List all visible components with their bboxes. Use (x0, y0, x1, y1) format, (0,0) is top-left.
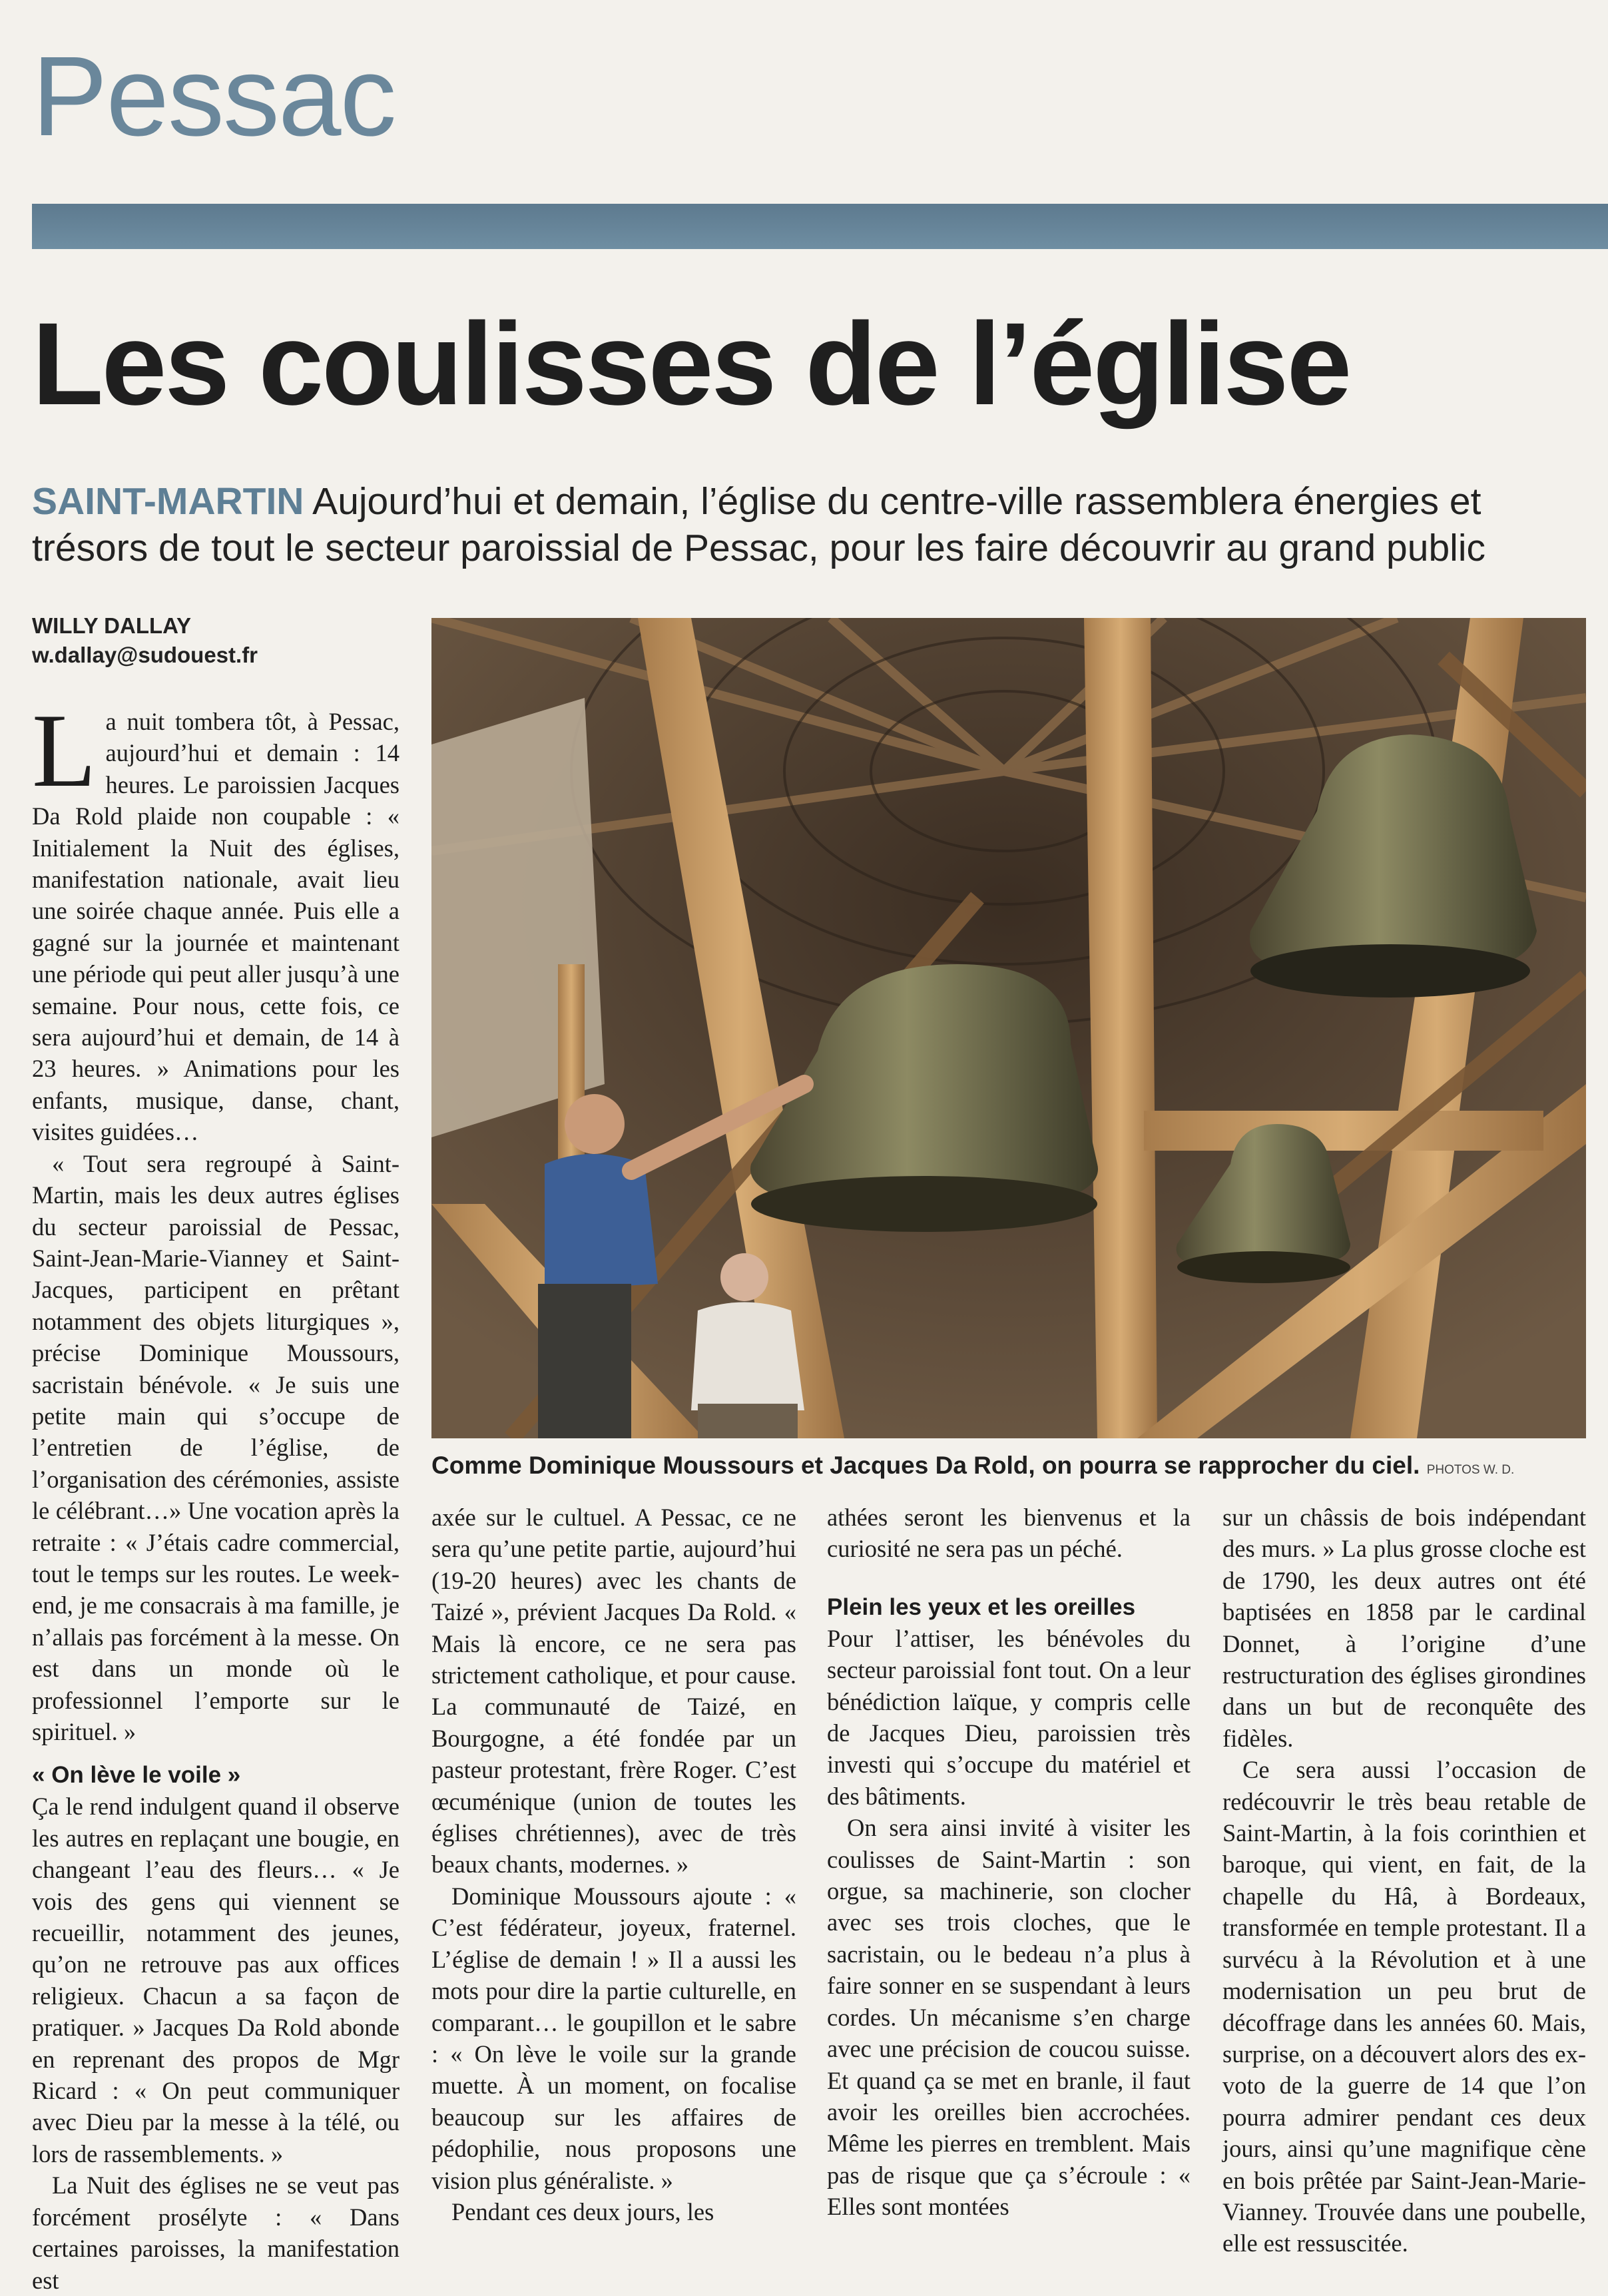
subheading: Plein les yeux et les oreilles (827, 1593, 1136, 1620)
article-paragraph: Ce sera aussi l’occasion de redécouvrir le très beau retable de Saint-Martin, à la fois corinthien et baroque, qui vient, en fait, de la chapelle du Hâ, à Bordeaux, transformée en temple protestant. Il a survécu à la Révolution et à une modernisation un peu brut de décoffrage dans les années 60. Mais, surprise, on a découvert alors des ex-voto de la guerre de 14 que l’on pourra admirer pendant ces deux jours, ainsi qu’une magnifique cène en bois prêtée par Saint-Jean-Marie-Vianney. Trouvée dans une poubelle, elle est ressuscitée. (1222, 1756, 1586, 2257)
article-paragraph: On sera ainsi invité à visiter les coulisses de Saint-Martin : son orgue, sa machinerie, son clocher avec ses trois cloches, que le sacristain, ou le bedeau n’a plus à faire sonner en se suspendant à leurs cordes. Un mécanisme s’en charge avec une précision de coucou suisse. Et quand ça se met en branle, il faut avoir les oreilles bien accrochées. Même les pierres en tremblent. Mais pas de risque que ça s’écroule : « Elles sont montées (827, 1814, 1191, 2221)
caption-text: Comme Dominique Moussours et Jacques Da Rold, on pourra se rapprocher du ciel. (431, 1452, 1420, 1479)
article-column-4 (1222, 1502, 1586, 2259)
lead-kicker: SAINT-MARTIN (32, 480, 304, 523)
article-column-1 (32, 693, 400, 2296)
article-paragraph: Pendant ces deux jours, les (451, 2197, 714, 2225)
article-paragraph: Ça le rend indulgent quand il observe les autres en replaçant une bougie, en changeant l’eau des fleurs… « Je vois des gens qui viennent se recueillir, notamment des jeunes, qu’on ne retrouve pas aux offices religieux. Chacun a sa façon de pratiquer. » Jacques Da Rold abonde en reprenant des propos de Mgr Ricard : « On peut communiquer avec Dieu par la messe à la télé, ou lors de rassemblements. » (32, 1793, 400, 2167)
subheading: « On lève le voile » (32, 1762, 241, 1789)
article-paragraph: Dominique Moussours ajoute : « C’est fédérateur, joyeux, fraternel. L’église de demain ! » Il a aussi les mots pour dire la partie culturelle, en comparant… le goupillon et le sabre : « On lève le voile sur la grande muette. À un moment, on focalise beaucoup sur les affaires de pédophilie, nous proposons une vision plus généraliste. » (431, 1882, 796, 2194)
headline: Les coulisses de l’église (32, 299, 1350, 430)
byline-author: WILLY DALLAY (32, 613, 191, 638)
article-paragraph: sur un châssis de bois indépendant des murs. » La plus grosse cloche est de 1790, les deux autres ont été baptisées en 1858 par le cardinal Donnet, à l’origine d’une restructuration des églises girondines dans un but de reconquête des fidèles. (1222, 1504, 1586, 1752)
section-rule (32, 204, 1608, 249)
byline-email: w.dallay@sudouest.fr (32, 643, 258, 667)
article-paragraph: axée sur le cultuel. A Pessac, ce ne sera qu’une petite partie, aujourd’hui (19-20 heures) avec les chants de Taizé », prévient Jacques Da Rold. « Mais là encore, ce ne sera pas strictement catholique, et pour cause. La communauté de Taizé, en Bourgogne, a été fondée par un pasteur protestant, frère Roger. C’est œcuménique (union de toutes les églises chrétiennes), avec de très beaux chants, modernes. » (431, 1504, 796, 1878)
lead-paragraph (32, 478, 1583, 571)
article-column-3 (827, 1502, 1191, 2223)
article-paragraph: Pour l’attiser, les bénévoles du secteur paroissial font tout. On a leur bénédiction laïque, y compris celle de Jacques Dieu, paroissien très investi qui s’occupe du matériel et des bâtiments. (827, 1624, 1191, 1810)
photo-caption (431, 1450, 1603, 1486)
bell-tower-photo (431, 618, 1586, 1438)
article-paragraph (32, 693, 400, 1148)
article-paragraph: « Tout sera regroupé à Saint-Martin, mais les deux autres églises du secteur paroissial de Pessac, Saint-Jean-Marie-Vianney et Saint-Jacques, participent en prêtant notamment des objets liturgiques », précise Dominique Moussours, sacristain bénévole. « Je suis une petite main qui s’occupe de l’entretien de l’église, de l’organisation des cérémonies, assiste le célébrant…» Une vocation après la retraite : « J’étais cadre commercial, tout le temps sur les routes. Le week-end, je me consacrais à ma famille, je n’allais pas forcément à la messe. On est dans un monde où le professionnel l’emporte sur le spirituel. » (32, 1149, 400, 1745)
article-paragraph: athées seront les bienvenus et la curiosité ne sera pas un péché. (827, 1504, 1191, 1563)
bell-tower-illustration (431, 618, 1586, 1438)
byline (32, 611, 258, 670)
lead-text: Aujourd’hui et demain, l’église du centre-ville rassemblera énergies et trésors de tout le secteur paroissial de Pessac, pour les faire découvrir au grand public (32, 480, 1485, 569)
section-title: Pessac (32, 33, 396, 160)
article-paragraph: La Nuit des églises ne se veut pas forcément prosélyte : « Dans certaines paroisses, la manifestation est (32, 2171, 400, 2294)
drop-cap: L (32, 693, 97, 809)
paragraph-text: a nuit tombera tôt, à Pessac, aujourd’hui et demain : 14 heures. Le paroissien Jacques Da Rold plaide non coupable : « Initialement la Nuit des églises, manifestation nationale, avait lieu une soirée chaque année. Puis elle a gagné sur la journée et maintenant une période qui peut aller jusqu’à une semaine. Pour nous, cette fois, ce sera aujourd’hui et demain, de 14 à 23 heures. » Animations pour les enfants, musique, danse, chant, visites guidées… (32, 708, 400, 1146)
photo-credit: PHOTOS W. D. (1426, 1463, 1515, 1477)
article-column-2 (431, 1502, 796, 2227)
